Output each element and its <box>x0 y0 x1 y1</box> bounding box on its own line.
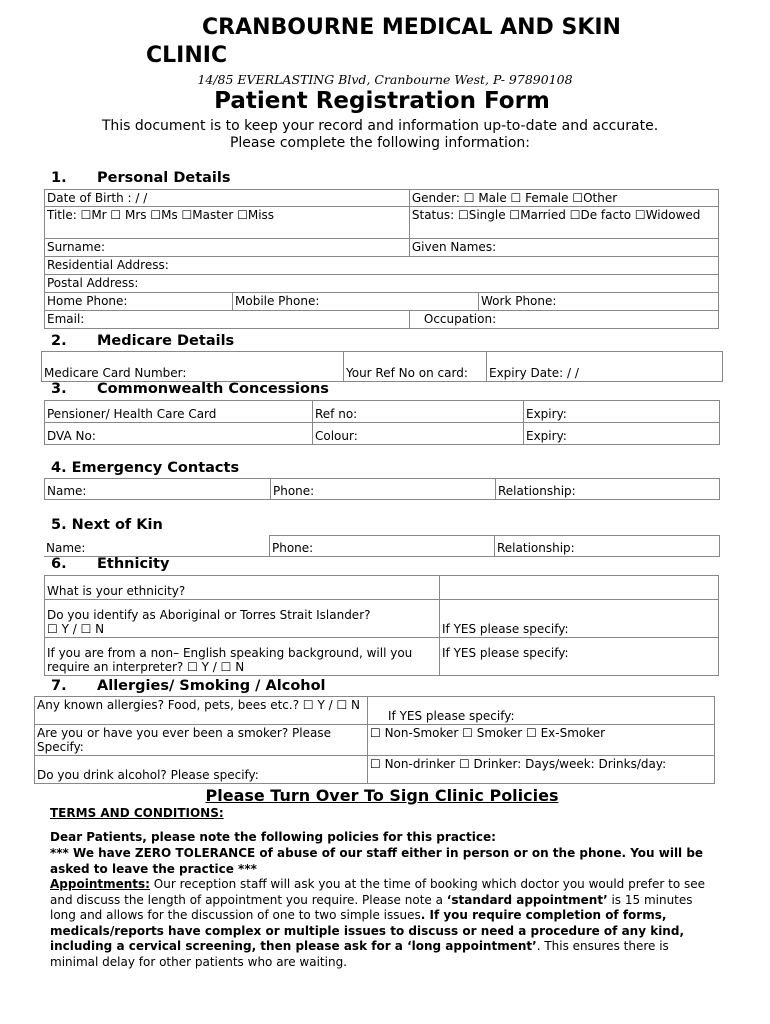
residential-address-field[interactable]: Residential Address: <box>45 257 719 275</box>
allergies-table <box>34 696 715 784</box>
smoker-options[interactable]: ☐ Non-Smoker ☐ Smoker ☐ Ex-Smoker <box>368 725 715 756</box>
postal-address-field[interactable]: Postal Address: <box>45 275 719 293</box>
interpreter-question[interactable]: If you are from a non– English speaking background, will you require an interpreter? ☐ Y / ☐ N <box>45 638 440 676</box>
clinic-address: 14/85 EVERLASTING Blvd, Cranbourne West, P- 97890108 <box>197 72 573 87</box>
kin-phone-field[interactable]: Phone: <box>270 536 495 557</box>
appointments-paragraph: Appointments: Our reception staff will ask you at the time of booking which doctor you would prefer to see and discuss the length of appointment you require. Please note a ‘standard appointment’ is 15 minutes long and allows for the discussion of one to two simple issues. If you require completion of forms, medicals/reports have complex or multiple issues to discuss or need a procedure of any kind, including a cervical screening, then please ask for a ‘long appointment’. This ensures there is minimal delay for other patients who are waiting. <box>50 877 706 969</box>
appointments-label: Appointments: <box>50 877 150 891</box>
form-title: Patient Registration Form <box>214 88 550 114</box>
dear-patients-text: Dear Patients, please note the following policies for this practice: <box>50 830 496 844</box>
intro-line-1: This document is to keep your record and information up-to-date and accurate. <box>101 118 659 134</box>
concession-expiry-field[interactable]: Expiry: <box>524 401 720 423</box>
alcohol-question[interactable]: Do you drink alcohol? Please specify: <box>35 756 368 784</box>
intro-line-2: Please complete the following information: <box>229 135 531 151</box>
medicare-card-number-field[interactable]: Medicare Card Number: <box>42 352 344 382</box>
interpreter-specify-field[interactable]: If YES please specify: <box>440 638 719 676</box>
section-concessions-heading: 3. Commonwealth Concessions <box>51 381 329 397</box>
ethnicity-question[interactable]: What is your ethnicity? <box>45 576 440 600</box>
emergency-relationship-field[interactable]: Relationship: <box>496 479 720 500</box>
surname-field[interactable]: Surname: <box>45 239 410 257</box>
aboriginal-question[interactable]: Do you identify as Aboriginal or Torres Strait Islander? ☐ Y / ☐ N <box>45 600 440 638</box>
section-kin-heading: 5. Next of Kin <box>51 517 163 533</box>
allergies-question[interactable]: Any known allergies? Food, pets, bees etc.? ☐ Y / ☐ N <box>35 697 368 725</box>
medicare-table <box>41 351 723 382</box>
section-ethnicity-heading: 6. Ethnicity <box>51 556 170 572</box>
kin-relationship-field[interactable]: Relationship: <box>495 536 720 557</box>
title-field[interactable]: Title: ☐Mr ☐ Mrs ☐Ms ☐Master ☐Miss <box>45 207 410 239</box>
next-of-kin-table <box>44 535 720 557</box>
mobile-phone-field[interactable]: Mobile Phone: <box>233 293 479 311</box>
section-personal-heading: 1. Personal Details <box>51 170 231 186</box>
ethnicity-answer[interactable] <box>440 576 719 600</box>
dva-no-field[interactable]: DVA No: <box>45 423 313 445</box>
intro-text <box>0 118 760 152</box>
status-field[interactable]: Status: ☐Single ☐Married ☐De facto ☐Widowed <box>409 207 718 239</box>
given-names-field[interactable]: Given Names: <box>409 239 718 257</box>
alcohol-options[interactable]: ☐ Non-drinker ☐ Drinker: Days/week: Drinks/day: <box>368 756 715 784</box>
concessions-table <box>44 400 720 445</box>
aboriginal-specify-field[interactable]: If YES please specify: <box>440 600 719 638</box>
ethnicity-table <box>44 575 719 676</box>
dva-expiry-field[interactable]: Expiry: <box>524 423 720 445</box>
section-allergies-heading: 7. Allergies/ Smoking / Alcohol <box>51 678 326 694</box>
emergency-phone-field[interactable]: Phone: <box>271 479 496 500</box>
personal-details-table <box>44 189 719 329</box>
clinic-name: CRANBOURNE MEDICAL AND SKIN CLINIC <box>146 15 621 68</box>
email-field[interactable]: Email: <box>45 311 410 329</box>
home-phone-field[interactable]: Home Phone: <box>45 293 233 311</box>
section-emergency-heading: 4. Emergency Contacts <box>51 460 240 476</box>
dob-field[interactable]: Date of Birth : / / <box>45 190 410 207</box>
medicare-expiry-field[interactable]: Expiry Date: / / <box>487 352 723 382</box>
turn-over-heading: Please Turn Over To Sign Clinic Policies <box>205 786 559 805</box>
section-medicare-heading: 2. Medicare Details <box>51 333 235 349</box>
emergency-contacts-table <box>44 478 720 500</box>
kin-name-field[interactable]: Name: <box>44 536 270 557</box>
work-phone-field[interactable]: Work Phone: <box>479 293 719 311</box>
emergency-name-field[interactable]: Name: <box>45 479 271 500</box>
smoker-question[interactable]: Are you or have you ever been a smoker? Please Specify: <box>35 725 368 756</box>
colour-field[interactable]: Colour: <box>313 423 524 445</box>
pensioner-card-field[interactable]: Pensioner/ Health Care Card <box>45 401 313 423</box>
terms-heading: TERMS AND CONDITIONS: <box>50 806 224 820</box>
gender-field[interactable]: Gender: ☐ Male ☐ Female ☐Other <box>409 190 718 207</box>
zero-tolerance-text: *** We have ZERO TOLERANCE of abuse of our staff either in person or on the phone. You will be asked to leave the practice *** <box>50 846 704 876</box>
concession-ref-no-field[interactable]: Ref no: <box>313 401 524 423</box>
medicare-ref-no-field[interactable]: Your Ref No on card: <box>344 352 487 382</box>
occupation-field[interactable]: Occupation: <box>409 311 718 329</box>
allergies-specify-field[interactable]: If YES please specify: <box>368 697 715 725</box>
